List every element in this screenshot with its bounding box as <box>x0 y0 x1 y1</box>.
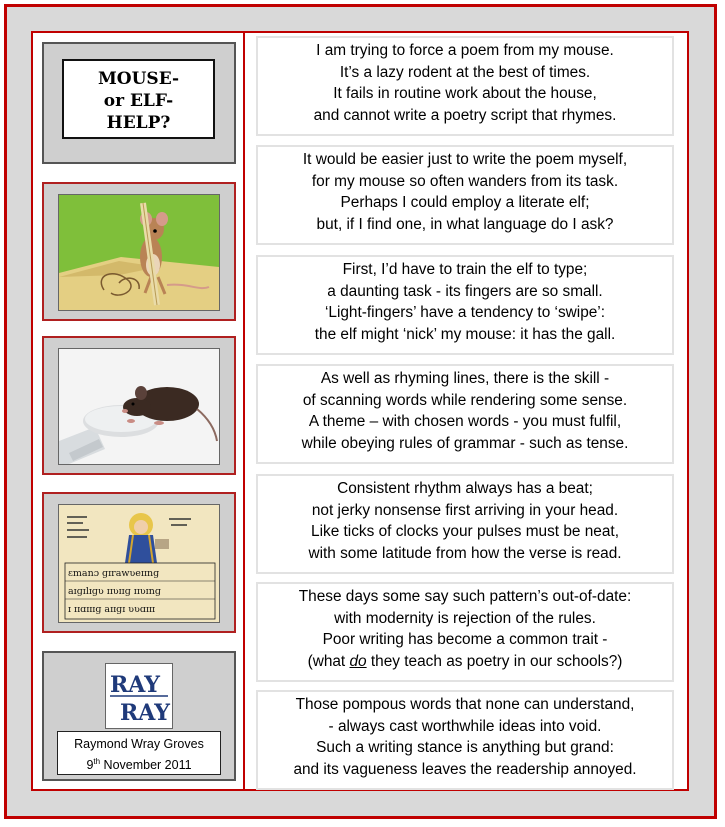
stanza-line: These days some say such pattern’s out-of-date: <box>298 588 632 605</box>
stanza-line: the elf might ‘nick’ my mouse: it has the gall. <box>314 325 616 343</box>
stanza-line: a daunting task - its fingers are so small. <box>327 282 603 300</box>
stanza-line: Such a writing stance is anything but grand: <box>316 739 614 756</box>
stanza-line: of scanning words while rendering some sense. <box>302 391 628 409</box>
stanza-line <box>258 651 672 673</box>
stanza-line: ‘Light-fingers’ have a tendency to ‘swipe’: <box>324 304 606 321</box>
title-panel <box>42 42 236 164</box>
stanza-line: It would be easier just to write the poem myself, <box>302 151 628 168</box>
stanza-line: with modernity is rejection of the rules. <box>334 609 596 627</box>
stanza-line: for my mouse so often wanders from its task. <box>311 172 619 190</box>
stanza-3 <box>258 257 672 353</box>
stanza-line: Those pompous words that none can understand, <box>295 696 635 713</box>
calligraphy-line-1: ɛmanɔ ɡɪrawʋeɪɪnɡ <box>68 568 160 579</box>
stanza-line: Perhaps I could employ a literate elf; <box>340 194 590 211</box>
stanza-line: while obeying rules of grammar - such as tense. <box>301 434 629 452</box>
stanza-6 <box>258 584 672 680</box>
stanza-line: It’s a lazy rodent at the best of times. <box>339 63 591 81</box>
title-line-3: HELP? <box>106 113 171 133</box>
stanza-line-part: they teach as poetry in our schools?) <box>366 652 623 670</box>
illustration-panel-pen-mouse <box>42 182 236 321</box>
stanza-line: with some latitude from how the verse is read. <box>308 544 622 562</box>
stanza-line: I am trying to force a poem from my mouse. <box>316 42 614 59</box>
stanza-line: but, if I find one, in what language do I ask? <box>316 215 614 233</box>
calligraphy-manuscript-image <box>58 504 220 623</box>
stanza-5 <box>258 476 672 572</box>
illustration-panel-calligraphy <box>42 492 236 633</box>
stanza-7 <box>258 692 672 788</box>
title-line-2: or ELF- <box>103 91 174 111</box>
rat-on-computer-mouse-image <box>58 348 220 465</box>
stanza-line: Consistent rhythm always has a beat; <box>337 480 593 497</box>
stanza-line: As well as rhyming lines, there is the skill - <box>320 370 610 387</box>
author-signature <box>57 731 221 775</box>
author-name: Raymond Wray Groves <box>74 737 204 751</box>
stanza-line: and cannot write a poetry script that rhymes. <box>313 106 617 124</box>
illustration-panel-rat-mouse <box>42 336 236 475</box>
stanza-line: not jerky nonsense first arriving in your head. <box>311 501 619 519</box>
poem-date: 9th November 2011 <box>86 757 192 773</box>
stanza-line: It fails in routine work about the house, <box>333 85 597 102</box>
pen-mouse-image <box>58 194 220 311</box>
logo-text-top: RAY <box>110 672 160 698</box>
stanza-2 <box>258 147 672 243</box>
calligraphy-line-3: ɪ ɪɪɑɪɪɪɡ aɪɪɡɪ ʋʋɑɪɪɪ <box>68 604 156 615</box>
column-divider <box>243 33 245 790</box>
stanza-line: and its vagueness leaves the readership annoyed. <box>293 760 637 778</box>
stanza-line: Poor writing has become a common trait - <box>322 631 608 648</box>
stanza-line: A theme – with chosen words - you must fulfil, <box>308 413 622 430</box>
stanza-1 <box>258 38 672 134</box>
stanza-line-part: (what <box>307 652 350 670</box>
stanza-4 <box>258 366 672 462</box>
stanza-line: First, I’d have to train the elf to type; <box>342 261 588 278</box>
stanza-line: - always cast worthwhile ideas into void. <box>328 717 602 735</box>
ray-ray-logo <box>105 663 173 729</box>
emphasis-do: do <box>349 652 367 670</box>
stanza-line: Like ticks of clocks your pulses must be neat, <box>311 523 619 540</box>
logo-text-bottom: RAY <box>120 700 170 726</box>
poem-title <box>62 59 215 139</box>
author-panel <box>42 651 236 781</box>
title-line-1: MOUSE- <box>97 69 180 89</box>
calligraphy-line-2: aɪɡɪlɪɡʋ ɪɪʋɪɪɡ ɪɪʋɪnɡ <box>68 586 161 597</box>
